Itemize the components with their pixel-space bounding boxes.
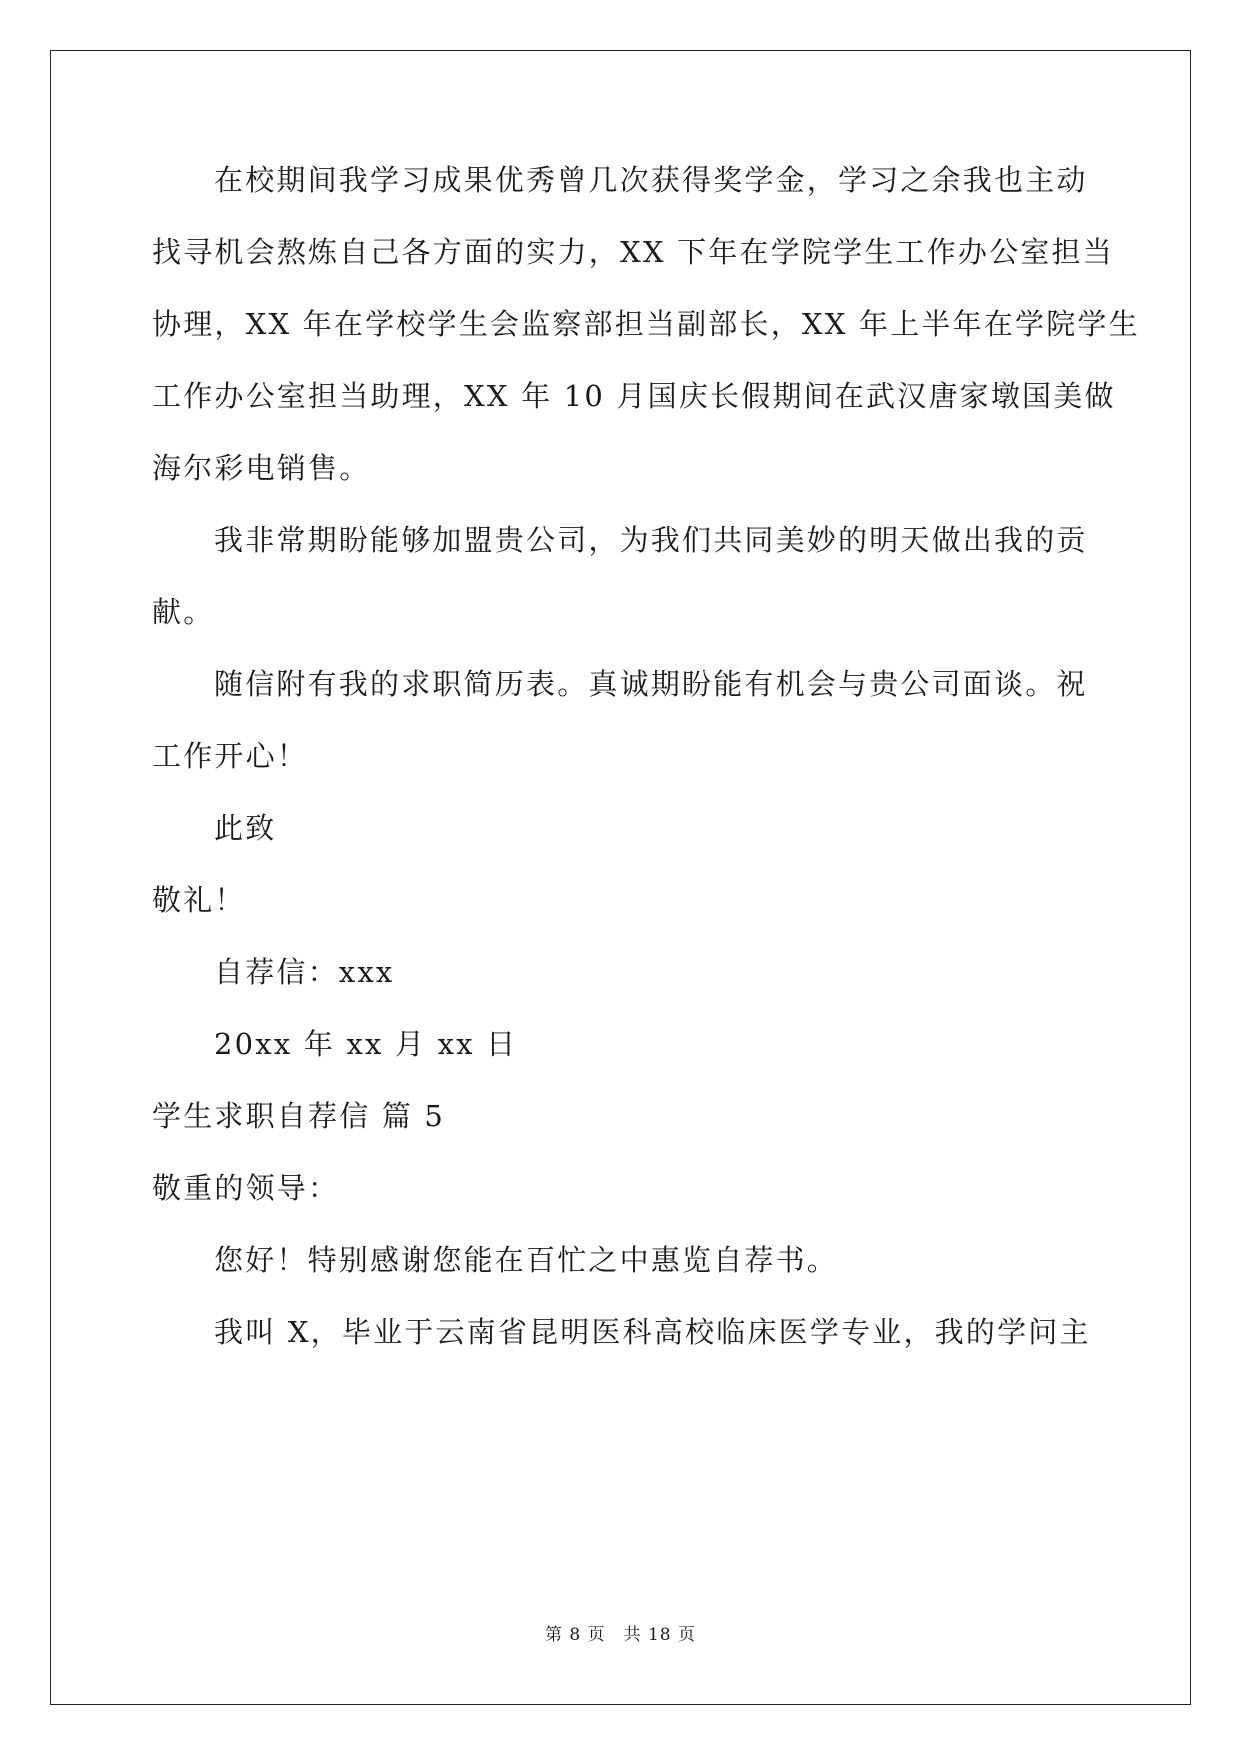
text-line: 您好！特别感谢您能在百忙之中惠览自荐书。: [214, 1243, 839, 1277]
date-line: 20xx 年 xx 月 xx 日: [214, 1027, 518, 1061]
current-page-number: 第 8 页: [544, 1625, 606, 1645]
greeting-line: 敬重的领导：: [152, 1171, 340, 1205]
page-footer: [0, 1620, 1241, 1645]
text-line: 我非常期盼能够加盟贵公司，为我们共同美妙的明天做出我的贡: [214, 523, 1088, 557]
text-line: 协理，XX 年在学校学生会监察部担当副部长，XX 年上半年在学院学生: [152, 307, 1140, 341]
text-line: 随信附有我的求职简历表。真诚期盼能有机会与贵公司面谈。祝: [214, 667, 1088, 701]
salutation-closing: 此致: [214, 811, 277, 845]
total-page-count: 共 18 页: [623, 1625, 697, 1645]
text-line: 海尔彩电销售。: [152, 451, 371, 485]
text-line: 在校期间我学习成果优秀曾几次获得奖学金，学习之余我也主动: [214, 163, 1088, 197]
text-line: 工作开心！: [152, 739, 309, 773]
section-heading: 学生求职自荐信 篇 5: [152, 1099, 446, 1133]
text-line: 我叫 X，毕业于云南省昆明医科高校临床医学专业，我的学问主: [214, 1315, 1091, 1349]
page-border: [50, 50, 1191, 1705]
salutation-regards: 敬礼！: [152, 883, 246, 917]
text-line: 献。: [152, 595, 215, 629]
text-line: 工作办公室担当助理，XX 年 10 月国庆长假期间在武汉唐家墩国美做: [152, 379, 1116, 413]
text-line: 找寻机会熬炼自己各方面的实力，XX 下年在学院学生工作办公室担当: [152, 235, 1114, 269]
signature-line: 自荐信：xxx: [214, 955, 395, 989]
